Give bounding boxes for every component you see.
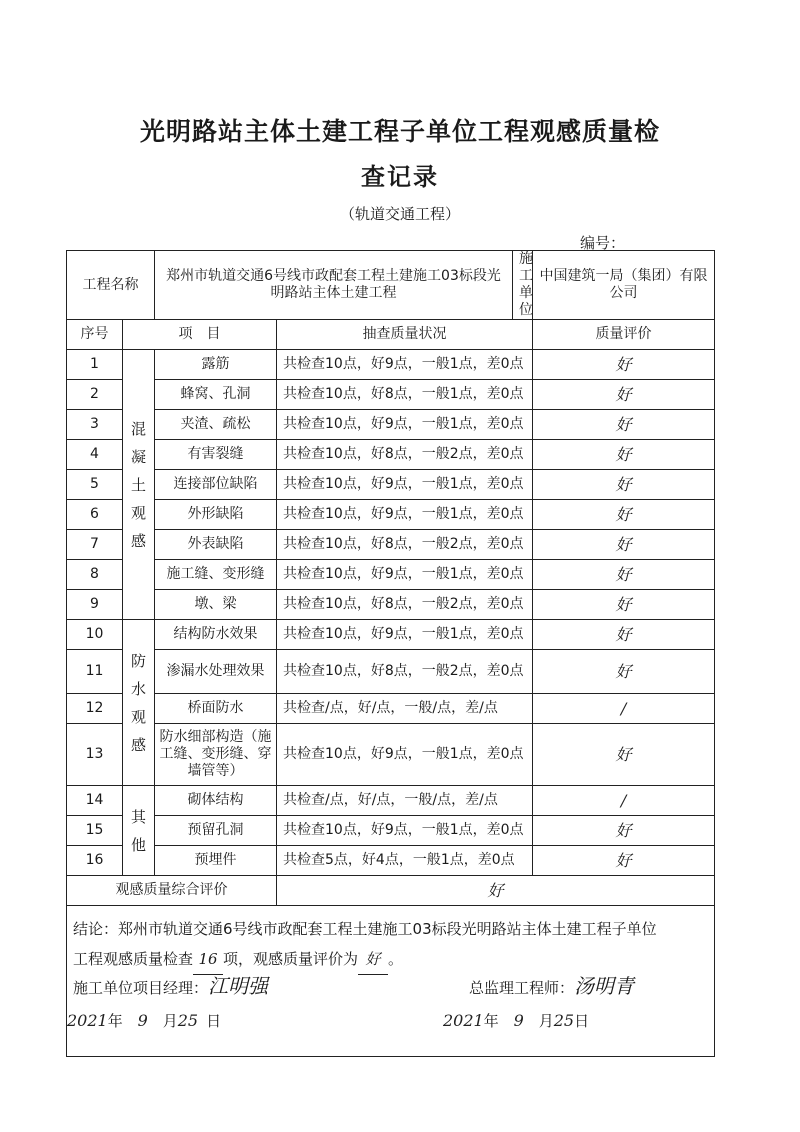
pm-date-month: 9 xyxy=(137,1011,148,1030)
conclusion-cell xyxy=(67,906,715,1057)
row-item: 预留孔洞 xyxy=(155,816,277,846)
row-status: 共检查10点，好9点，一般1点，差0点 xyxy=(277,620,533,650)
row-status: 共检查/点，好/点，一般/点，差/点 xyxy=(277,786,533,816)
row-eval: 好 xyxy=(533,470,715,500)
construction-unit-value: 中国建筑一局（集团）有限公司 xyxy=(533,251,715,320)
pm-signature-block xyxy=(73,974,269,998)
pm-date-day-suffix: 日 xyxy=(206,1012,222,1030)
row-status: 共检查10点，好9点，一般1点，差0点 xyxy=(277,410,533,440)
col-header-status: 抽查质量状况 xyxy=(277,320,533,350)
row-item: 露筋 xyxy=(155,350,277,380)
summary-value: 好 xyxy=(277,876,715,906)
row-eval: 好 xyxy=(533,380,715,410)
col-header-seq: 序号 xyxy=(67,320,123,350)
form-subtitle: （轨道交通工程） xyxy=(339,205,460,223)
col-header-item: 项 目 xyxy=(123,320,277,350)
table-row xyxy=(67,590,715,620)
supervisor-date-year-suffix: 年 xyxy=(483,1012,499,1030)
conclusion-text-b: 工程观感质量检查 xyxy=(73,950,194,968)
row-status: 共检查10点，好8点，一般2点，差0点 xyxy=(277,590,533,620)
row-item: 防水细部构造（施工缝、变形缝、穿墙管等） xyxy=(155,724,277,786)
row-eval: 好 xyxy=(533,846,715,876)
row-status: 共检查10点，好8点，一般2点，差0点 xyxy=(277,530,533,560)
conclusion-text-d: 。 xyxy=(388,950,404,968)
table-row xyxy=(67,560,715,590)
row-eval: / xyxy=(533,786,715,816)
row-item: 有害裂缝 xyxy=(155,440,277,470)
row-seq: 12 xyxy=(67,694,123,724)
row-seq: 3 xyxy=(67,410,123,440)
row-item: 外形缺陷 xyxy=(155,500,277,530)
project-name-value: 郑州市轨道交通6号线市政配套工程土建施工03标段光明路站主体土建工程 xyxy=(155,251,513,320)
table-row xyxy=(67,724,715,786)
group-label-other: 其他 xyxy=(123,786,155,876)
construction-unit-label: 施工单位 xyxy=(513,251,533,320)
pm-date xyxy=(67,1012,221,1030)
row-status: 共检查10点，好8点，一般2点，差0点 xyxy=(277,650,533,694)
row-status: 共检查10点，好8点，一般1点，差0点 xyxy=(277,380,533,410)
row-eval: 好 xyxy=(533,500,715,530)
inspection-count: 16 xyxy=(193,944,223,975)
row-eval: 好 xyxy=(533,350,715,380)
row-seq: 11 xyxy=(67,650,123,694)
form-title-line2: 查记录 xyxy=(361,163,439,191)
supervisor-date-month-suffix: 月 xyxy=(538,1012,554,1030)
row-status: 共检查10点，好8点，一般2点，差0点 xyxy=(277,440,533,470)
row-seq: 13 xyxy=(67,724,123,786)
row-item: 外表缺陷 xyxy=(155,530,277,560)
group-label-waterproof: 防水观感 xyxy=(123,620,155,786)
conclusion-line1: 结论：郑州市轨道交通6号线市政配套工程土建施工03标段光明路站主体土建工程子单位 xyxy=(73,920,657,938)
pm-label: 施工单位项目经理： xyxy=(73,979,209,997)
row-item: 施工缝、变形缝 xyxy=(155,560,277,590)
row-item: 连接部位缺陷 xyxy=(155,470,277,500)
summary-label: 观感质量综合评价 xyxy=(67,876,277,906)
row-eval: 好 xyxy=(533,590,715,620)
row-seq: 8 xyxy=(67,560,123,590)
table-row xyxy=(67,470,715,500)
conclusion-rating: 好 xyxy=(358,944,388,975)
row-seq: 5 xyxy=(67,470,123,500)
row-status: 共检查10点，好9点，一般1点，差0点 xyxy=(277,470,533,500)
row-seq: 9 xyxy=(67,590,123,620)
row-status: 共检查10点，好9点，一般1点，差0点 xyxy=(277,724,533,786)
row-status: 共检查10点，好9点，一般1点，差0点 xyxy=(277,816,533,846)
table-row xyxy=(67,410,715,440)
row-item: 预埋件 xyxy=(155,846,277,876)
table-row xyxy=(67,500,715,530)
row-seq: 14 xyxy=(67,786,123,816)
row-seq: 1 xyxy=(67,350,123,380)
row-seq: 16 xyxy=(67,846,123,876)
table-row xyxy=(67,650,715,694)
row-item: 砌体结构 xyxy=(155,786,277,816)
table-row xyxy=(67,786,715,816)
inspection-table xyxy=(66,250,715,1057)
table-row xyxy=(67,530,715,560)
supervisor-signature-block xyxy=(469,974,635,998)
row-eval: 好 xyxy=(533,620,715,650)
row-item: 结构防水效果 xyxy=(155,620,277,650)
row-seq: 6 xyxy=(67,500,123,530)
row-item: 桥面防水 xyxy=(155,694,277,724)
pm-date-year: 2021 xyxy=(67,1011,108,1030)
row-eval: 好 xyxy=(533,530,715,560)
supervisor-date-day-suffix: 日 xyxy=(574,1012,590,1030)
row-item: 墩、梁 xyxy=(155,590,277,620)
pm-signature: 江明强 xyxy=(208,974,269,998)
row-status: 共检查10点，好9点，一般1点，差0点 xyxy=(277,560,533,590)
row-item: 夹渣、疏松 xyxy=(155,410,277,440)
supervisor-date-year: 2021 xyxy=(443,1011,484,1030)
row-eval: 好 xyxy=(533,410,715,440)
table-row xyxy=(67,440,715,470)
supervisor-date-month: 9 xyxy=(513,1011,524,1030)
pm-date-year-suffix: 年 xyxy=(107,1012,123,1030)
supervisor-label: 总监理工程师： xyxy=(469,979,575,997)
row-eval: / xyxy=(533,694,715,724)
form-title: 光明路站主体土建工程子单位工程观感质量检 xyxy=(139,117,660,146)
supervisor-date xyxy=(443,1012,589,1030)
supervisor-date-day: 25 xyxy=(553,1011,575,1030)
table-row xyxy=(67,694,715,724)
conclusion-text-c: 项，观感质量评价为 xyxy=(223,950,359,968)
row-seq: 2 xyxy=(67,380,123,410)
row-eval: 好 xyxy=(533,440,715,470)
row-status: 共检查5点，好4点，一般1点，差0点 xyxy=(277,846,533,876)
row-seq: 10 xyxy=(67,620,123,650)
group-label-concrete: 混凝土观感 xyxy=(123,350,155,620)
conclusion-line2 xyxy=(73,944,708,975)
table-row xyxy=(67,620,715,650)
doc-number-label: 编号： xyxy=(580,234,626,252)
row-status: 共检查10点，好9点，一般1点，差0点 xyxy=(277,350,533,380)
row-eval: 好 xyxy=(533,560,715,590)
row-status: 共检查/点，好/点，一般/点，差/点 xyxy=(277,694,533,724)
table-row xyxy=(67,380,715,410)
row-seq: 7 xyxy=(67,530,123,560)
table-row xyxy=(67,816,715,846)
row-eval: 好 xyxy=(533,724,715,786)
row-seq: 15 xyxy=(67,816,123,846)
row-eval: 好 xyxy=(533,650,715,694)
row-item: 蜂窝、孔洞 xyxy=(155,380,277,410)
row-seq: 4 xyxy=(67,440,123,470)
col-header-eval: 质量评价 xyxy=(533,320,715,350)
supervisor-signature: 汤明青 xyxy=(574,974,635,998)
row-item: 渗漏水处理效果 xyxy=(155,650,277,694)
pm-date-month-suffix: 月 xyxy=(162,1012,178,1030)
table-row xyxy=(67,350,715,380)
project-name-label: 工程名称 xyxy=(67,251,155,320)
pm-date-day: 25 xyxy=(177,1011,199,1030)
table-row xyxy=(67,846,715,876)
row-status: 共检查10点，好9点，一般1点，差0点 xyxy=(277,500,533,530)
row-eval: 好 xyxy=(533,816,715,846)
